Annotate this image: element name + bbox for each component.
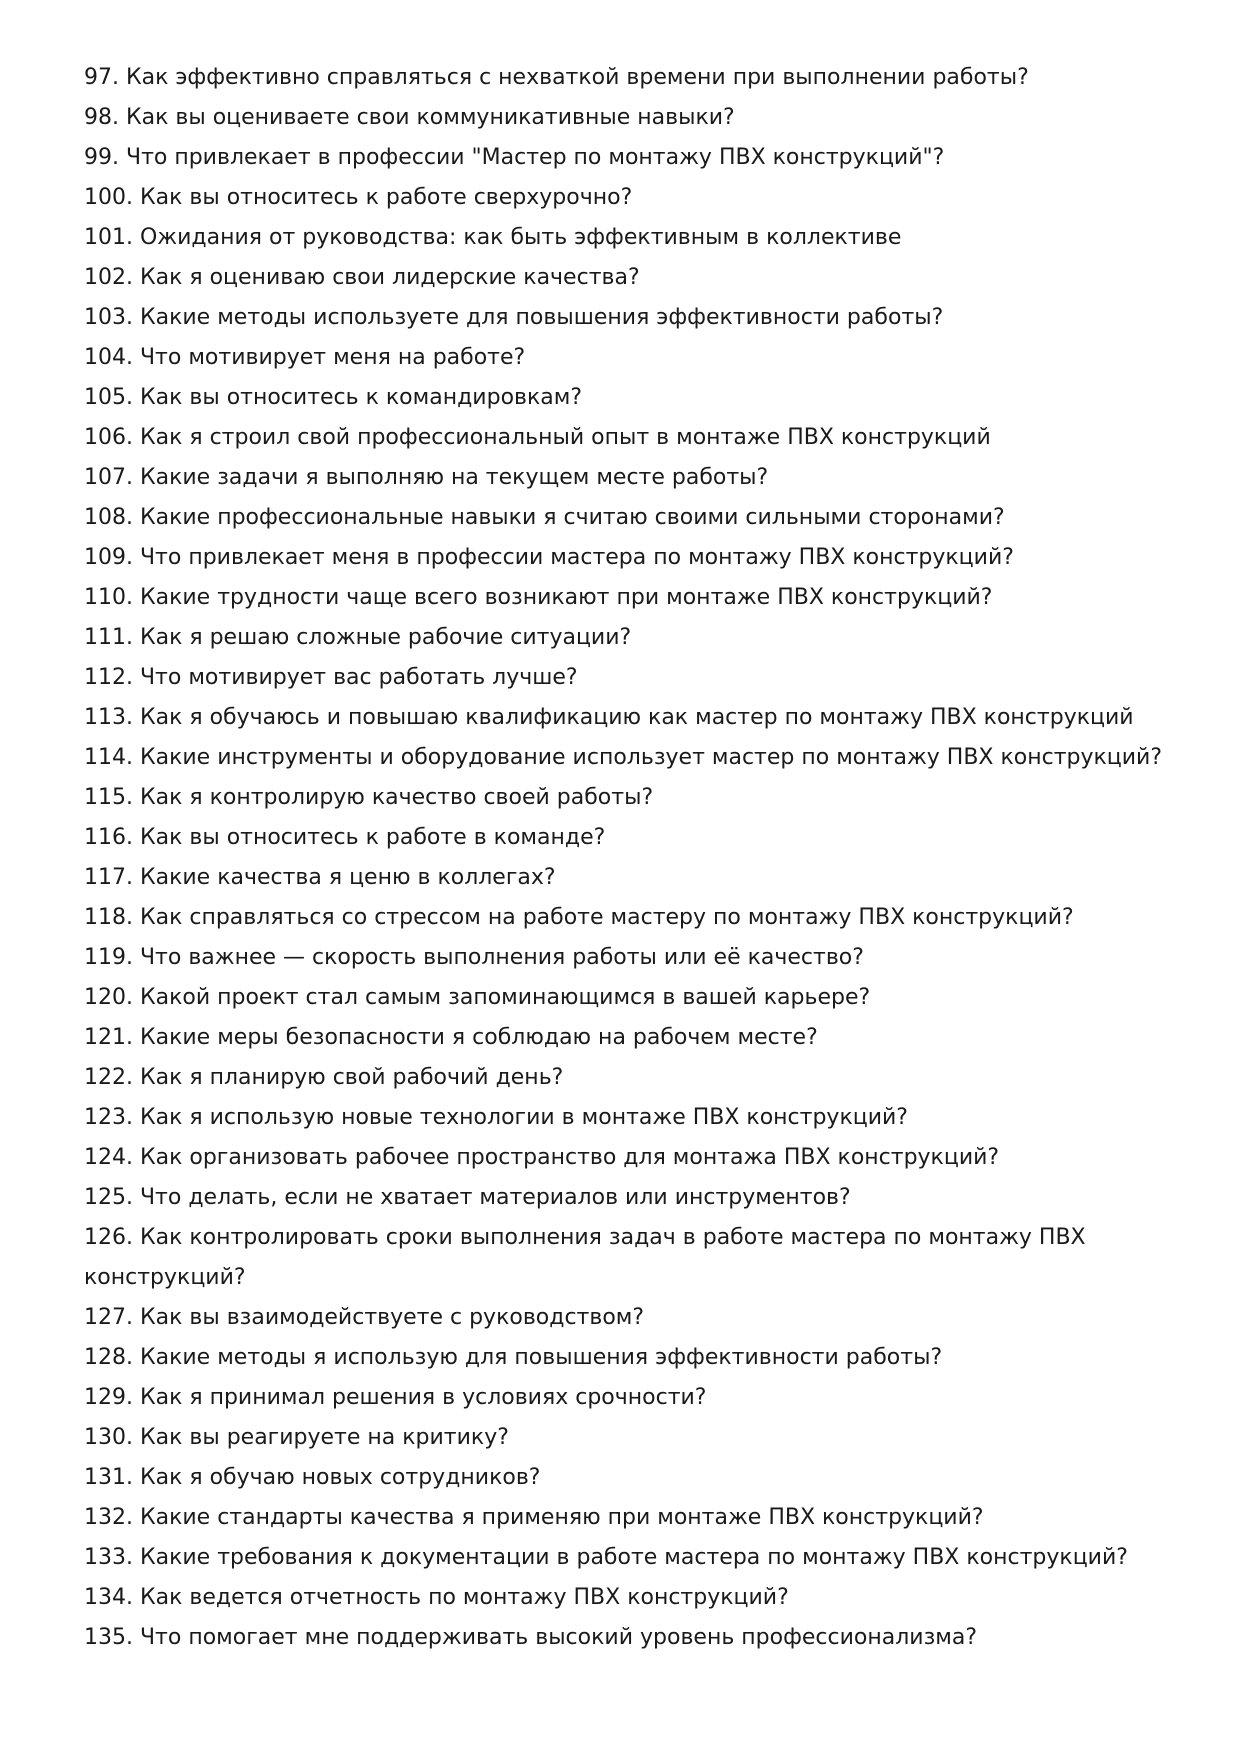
question-item: 104. Что мотивирует меня на работе?	[84, 345, 526, 370]
question-item: 127. Как вы взаимодействуете с руководством?	[84, 1305, 645, 1330]
question-item: 115. Как я контролирую качество своей работы?	[84, 785, 654, 810]
question-item: 130. Как вы реагируете на критику?	[84, 1425, 509, 1450]
question-item: 135. Что помогает мне поддерживать высокий уровень профессионализма?	[84, 1625, 978, 1650]
question-item: 121. Какие меры безопасности я соблюдаю на рабочем месте?	[84, 1025, 818, 1050]
question-item: 128. Какие методы я использую для повышения эффективности работы?	[84, 1345, 943, 1370]
question-item: 109. Что привлекает меня в профессии мастера по монтажу ПВХ конструкций?	[84, 545, 1014, 570]
question-item: 124. Как организовать рабочее пространство для монтажа ПВХ конструкций?	[84, 1145, 1000, 1170]
question-item: 123. Как я использую новые технологии в монтаже ПВХ конструкций?	[84, 1105, 908, 1130]
question-item: 134. Как ведется отчетность по монтажу ПВХ конструкций?	[84, 1585, 789, 1610]
question-item: 97. Как эффективно справляться с нехваткой времени при выполнении работы?	[84, 65, 1029, 90]
question-item: 119. Что важнее — скорость выполнения работы или её качество?	[84, 945, 864, 970]
question-item: 117. Какие качества я ценю в коллегах?	[84, 865, 556, 890]
question-item: 100. Как вы относитесь к работе сверхурочно?	[84, 185, 633, 210]
question-item: 116. Как вы относитесь к работе в команде?	[84, 825, 606, 850]
question-item: 131. Как я обучаю новых сотрудников?	[84, 1465, 541, 1490]
question-item: 106. Как я строил свой профессиональный опыт в монтаже ПВХ конструкций	[84, 425, 991, 450]
question-item: 108. Какие профессиональные навыки я считаю своими сильными сторонами?	[84, 505, 1005, 530]
question-item: 129. Как я принимал решения в условиях срочности?	[84, 1385, 707, 1410]
question-item: 114. Какие инструменты и оборудование использует мастер по монтажу ПВХ конструкций?	[84, 745, 1163, 770]
question-item: 122. Как я планирую свой рабочий день?	[84, 1065, 564, 1090]
question-item: 118. Как справляться со стрессом на работе мастеру по монтажу ПВХ конструкций?	[84, 905, 1074, 930]
question-item: 105. Как вы относитесь к командировкам?	[84, 385, 583, 410]
question-item: 112. Что мотивирует вас работать лучше?	[84, 665, 578, 690]
question-item: 132. Какие стандарты качества я применяю при монтаже ПВХ конструкций?	[84, 1505, 984, 1530]
question-item: 98. Как вы оцениваете свои коммуникативные навыки?	[84, 105, 735, 130]
question-item: 133. Какие требования к документации в работе мастера по монтажу ПВХ конструкций?	[84, 1545, 1128, 1570]
question-item: 111. Как я решаю сложные рабочие ситуации?	[84, 625, 632, 650]
question-list	[84, 58, 1174, 1658]
question-item: 99. Что привлекает в профессии "Мастер по монтажу ПВХ конструкций"?	[84, 145, 945, 170]
question-item: 103. Какие методы используете для повышения эффективности работы?	[84, 305, 944, 330]
question-item: 102. Как я оцениваю свои лидерские качества?	[84, 265, 640, 290]
question-item: 126. Как контролировать сроки выполнения задач в работе мастера по монтажу ПВХ конструкций?	[84, 1225, 1086, 1290]
question-item: 101. Ожидания от руководства: как быть эффективным в коллективе	[84, 225, 902, 250]
question-item: 110. Какие трудности чаще всего возникают при монтаже ПВХ конструкций?	[84, 585, 993, 610]
question-item: 125. Что делать, если не хватает материалов или инструментов?	[84, 1185, 851, 1210]
question-item: 107. Какие задачи я выполняю на текущем месте работы?	[84, 465, 769, 490]
question-item: 113. Как я обучаюсь и повышаю квалификацию как мастер по монтажу ПВХ конструкций	[84, 705, 1134, 730]
question-item: 120. Какой проект стал самым запоминающимся в вашей карьере?	[84, 985, 871, 1010]
